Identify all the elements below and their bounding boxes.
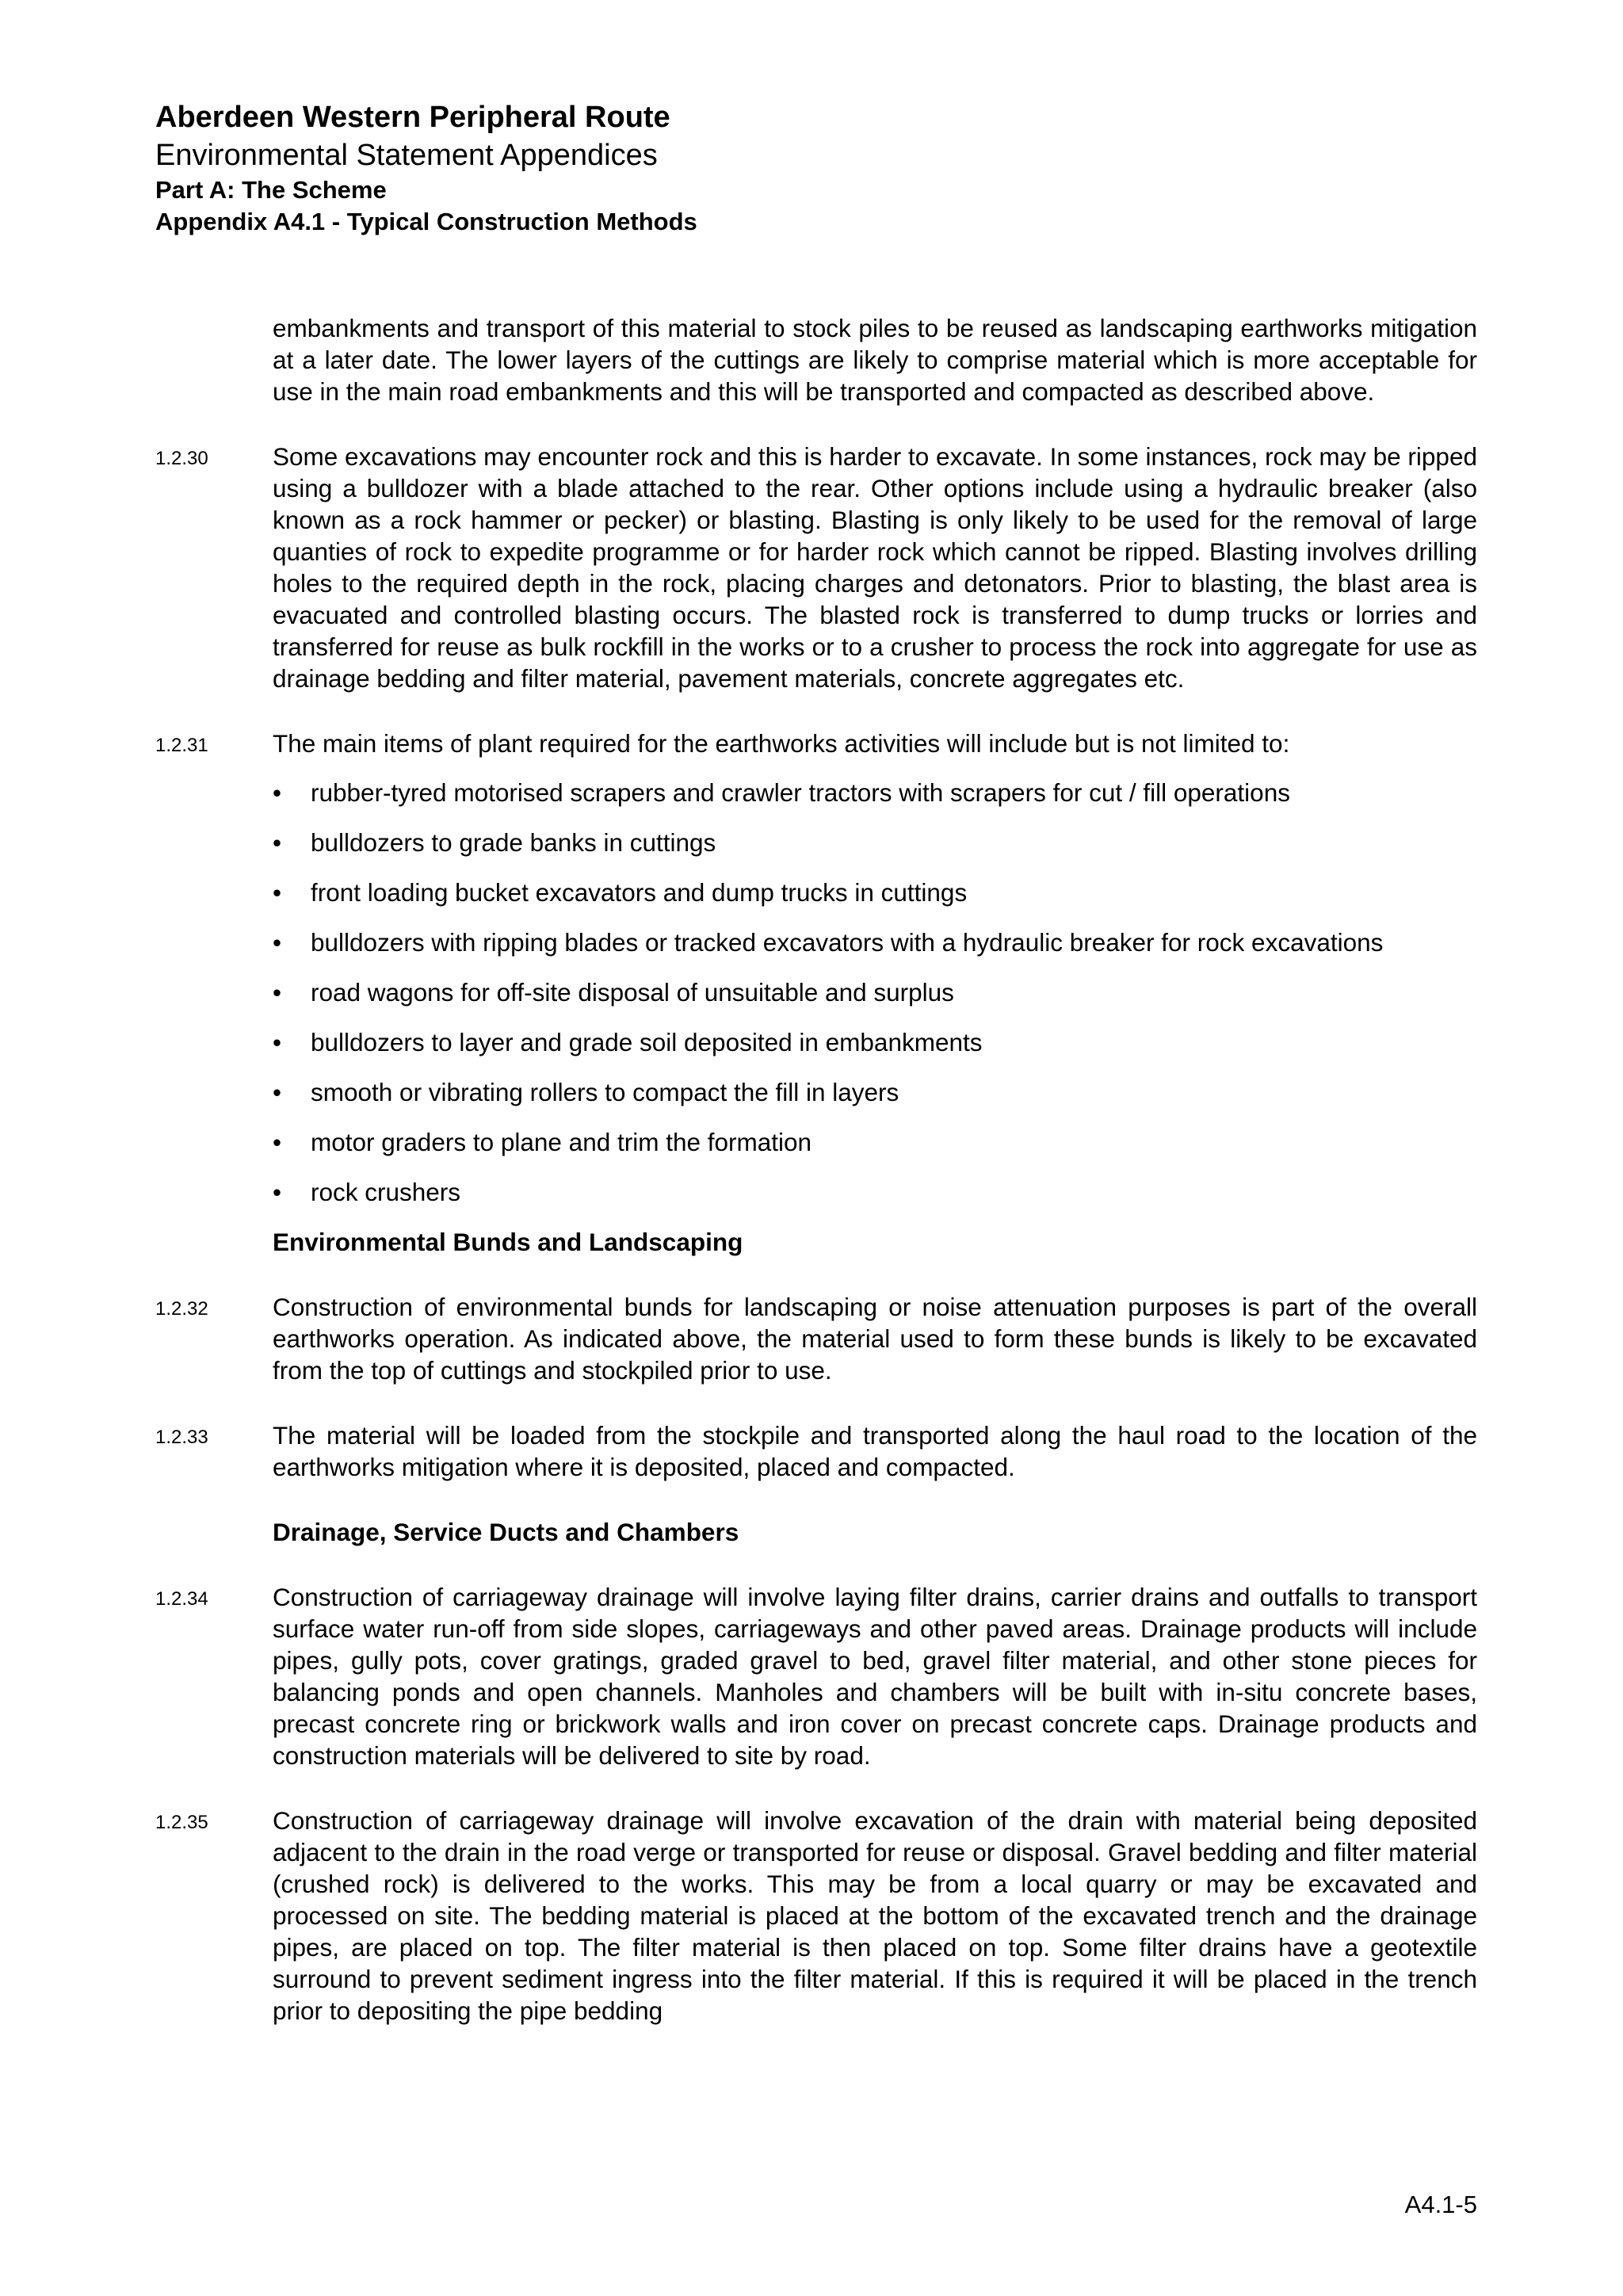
bullet-icon: • <box>273 828 282 857</box>
paragraph-number: 1.2.32 <box>155 1298 208 1320</box>
bullet-icon: • <box>273 978 282 1007</box>
paragraph-1-2-32 <box>155 1291 1477 1386</box>
paragraph-number: 1.2.30 <box>155 448 208 469</box>
list-item: • bulldozers to layer and grade soil deposited in embankments <box>273 1028 983 1056</box>
bullet-icon: • <box>273 1028 282 1056</box>
bullet-icon: • <box>273 1128 282 1156</box>
bullet-icon: • <box>273 1078 282 1106</box>
paragraph-number: 1.2.34 <box>155 1588 208 1610</box>
paragraph-1-2-35 <box>155 1805 1477 2027</box>
bullet-icon: • <box>273 778 282 807</box>
paragraph-1-2-30 <box>155 441 1477 694</box>
paragraph-number: 1.2.33 <box>155 1427 208 1448</box>
section-heading-bunds: Environmental Bunds and Landscaping <box>273 1228 743 1256</box>
document-header <box>155 98 1503 238</box>
document-body <box>155 312 1477 2027</box>
paragraph-1-2-31 <box>155 728 1477 759</box>
document-title: Aberdeen Western Peripheral Route <box>155 101 670 134</box>
paragraph-1-2-34 <box>155 1581 1477 1771</box>
paragraph-text: The material will be loaded from the stockpile and transported along the haul road to the location of the earthworks mitigation where it is deposited, placed and compacted. <box>273 1421 1477 1481</box>
list-item: • bulldozers to grade banks in cuttings <box>273 828 716 857</box>
bullet-icon: • <box>273 1178 282 1206</box>
paragraph-number: 1.2.35 <box>155 1812 208 1833</box>
list-item: • rubber-tyred motorised scrapers and crawler tractors with scrapers for cut / fill operations <box>273 778 1290 807</box>
paragraph-text: Construction of environmental bunds for landscaping or noise attenuation purposes is part of the overall earthworks operation. As indicated above, the material used to form these bunds is likely to be excavated from the top of cuttings and stockpiled prior to use. <box>273 1293 1477 1385</box>
document-part: Part A: The Scheme <box>155 176 387 204</box>
page-number: A4.1-5 <box>1404 2191 1477 2218</box>
list-item: • bulldozers with ripping blades or tracked excavators with a hydraulic breaker for rock excavations <box>273 928 1384 957</box>
paragraph-number: 1.2.31 <box>155 735 208 756</box>
paragraph-text: Construction of carriageway drainage will involve excavation of the drain with material being deposited adjacent to the drain in the road verge or transported for reuse or disposal. Gravel bedding and filter material (crushed rock) is delivered to the works. This may be from a local quarry or may be excavated and processed on site. The bedding material is placed at the bottom of the excavated trench and the drainage pipes, are placed on top. The filter material is then placed on top. Some filter drains have a geotextile surround to prevent sediment ingress into the filter material. If this is required it will be placed in the trench prior to depositing the pipe bedding <box>273 1806 1477 2025</box>
bullet-icon: • <box>273 878 282 907</box>
document-appendix: Appendix A4.1 - Typical Construction Methods <box>155 208 697 235</box>
list-item: • front loading bucket excavators and dump trucks in cuttings <box>273 878 968 907</box>
section-heading-drainage: Drainage, Service Ducts and Chambers <box>273 1518 739 1546</box>
list-item: • road wagons for off-site disposal of unsuitable and surplus <box>273 978 954 1007</box>
paragraph-1-2-33 <box>155 1419 1477 1483</box>
bullet-icon: • <box>273 928 282 957</box>
paragraph-continuation <box>155 312 1477 407</box>
paragraph-text: The main items of plant required for the earthworks activities will include but is not limited to: <box>273 729 1290 758</box>
plant-items-list <box>155 777 1477 1208</box>
paragraph-text: embankments and transport of this material to stock piles to be reused as landscaping earthworks mitigation at a later date. The lower layers of the cuttings are likely to comprise material which is more acceptable for use in the main road embankments and this will be transported and compacted as described above. <box>273 314 1477 406</box>
paragraph-text: Some excavations may encounter rock and this is harder to excavate. In some instances, rock may be ripped using a bulldozer with a blade attached to the rear. Other options include using a hydraulic breaker (also known as a rock hammer or pecker) or blasting. Blasting is only likely to be used for the removal of large quanties of rock to expedite programme or for harder rock which cannot be ripped. Blasting involves drilling holes to the required depth in the rock, placing charges and detonators. Prior to blasting, the blast area is evacuated and controlled blasting occurs. The blasted rock is transferred to dump trucks or lorries and transferred for reuse as bulk rockfill in the works or to a crusher to process the rock into aggregate for use as drainage bedding and filter material, pavement materials, concrete aggregates etc. <box>273 442 1477 693</box>
document-subtitle: Environmental Statement Appendices <box>155 139 658 172</box>
list-item: • motor graders to plane and trim the formation <box>273 1128 812 1156</box>
list-item: • rock crushers <box>273 1178 461 1206</box>
list-item: • smooth or vibrating rollers to compact the fill in layers <box>273 1078 899 1106</box>
paragraph-text: Construction of carriageway drainage will involve laying filter drains, carrier drains and outfalls to transport surface water run-off from side slopes, carriageways and other paved areas. Drainage products will include pipes, gully pots, cover gratings, graded gravel to bed, gravel filter material, and other stone pieces for balancing ponds and open channels. Manholes and chambers will be built with in-situ concrete bases, precast concrete ring or brickwork walls and iron cover on precast concrete caps. Drainage products and construction materials will be delivered to site by road. <box>273 1583 1477 1770</box>
